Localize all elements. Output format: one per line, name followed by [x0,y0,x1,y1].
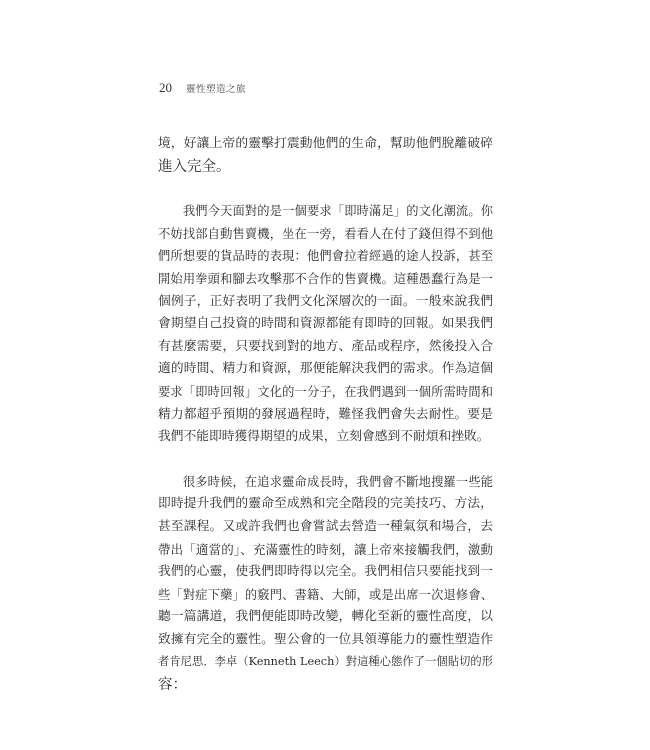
text-line: 容： [158,677,187,694]
text-line: 聽一篇講道，我們便能即時改變，轉化至新的靈性高度，以 [158,609,493,625]
text-line: 開始用拳頭和腳去攻擊那不合作的售賣機。這種愚蠢行為是一 [158,271,493,286]
text-line: 致擁有完全的靈性。聖公會的一位具領導能力的靈性塑造作 [158,631,493,647]
text-line: 要求「即時回報」文化的一分子，在我們遇到一個所需時間和 [158,384,493,399]
text-line: 精力都超乎預期的發展過程時，難怪我們會失去耐性。要是 [158,406,493,422]
text-line: 很多時候，在追求靈命成長時，我們會不斷地搜羅一些能 [158,474,493,489]
text-line: 即時提升我們的靈命至成熟和完全階段的完美技巧、方法， [158,496,493,512]
text-line: 帶出「適當的」、充滿靈性的時刻，讓上帝來接觸我們，激動 [158,541,493,557]
paragraph-1 [158,133,493,178]
paragraph-gap [158,449,493,471]
text-line: 甚至課程。又或許我們也會嘗試去營造一種氣氛和場合，去 [158,518,493,534]
text-line: 個例子，正好表明了我們文化深層次的一面。一般來說我們 [158,293,493,309]
paragraph-gap [158,178,493,200]
text-line: 有甚麼需要，只要找到對的地方、產品或程序，然後投入合 [158,338,493,354]
running-title: 靈性塑造之旅 [186,84,247,95]
text-line: 者肯尼思．李卓（Kenneth Leech）對這種心態作了一個貼切的形 [158,655,493,669]
body-text [158,133,493,697]
text-line: 們所想要的貨品時的表現：他們會拉着經過的途人投訴，甚至 [158,249,493,264]
page-number: 20 [159,80,172,95]
text-line: 我們不能即時獲得期望的成果，立刻會感到不耐煩和挫敗。 [158,429,490,445]
text-line: 進入完全。 [158,158,231,175]
paragraph-3 [158,471,493,697]
text-line: 適的時間、精力和資源，那便能解決我們的需求。作為這個 [158,361,493,377]
text-line: 我們今天面對的是一個要求「即時滿足」的文化潮流。你 [158,204,493,219]
text-line: 境，好讓上帝的靈擊打震動他們的生命，幫助他們脫離破碎 [158,136,493,151]
running-head [159,80,246,96]
paragraph-2 [158,200,493,449]
text-line: 不妨找部自動售賣機，坐在一旁，看看人在付了錢但得不到他 [158,226,493,241]
text-line: 我們的心靈，使我們即時得以完全。我們相信只要能找到一 [158,564,493,580]
text-line: 會期望自己投資的時間和資源都能有即時的回報。如果我們 [158,316,493,332]
text-line: 些「對症下藥」的竅門、書籍、大師，或是出席一次退修會、 [158,587,493,602]
